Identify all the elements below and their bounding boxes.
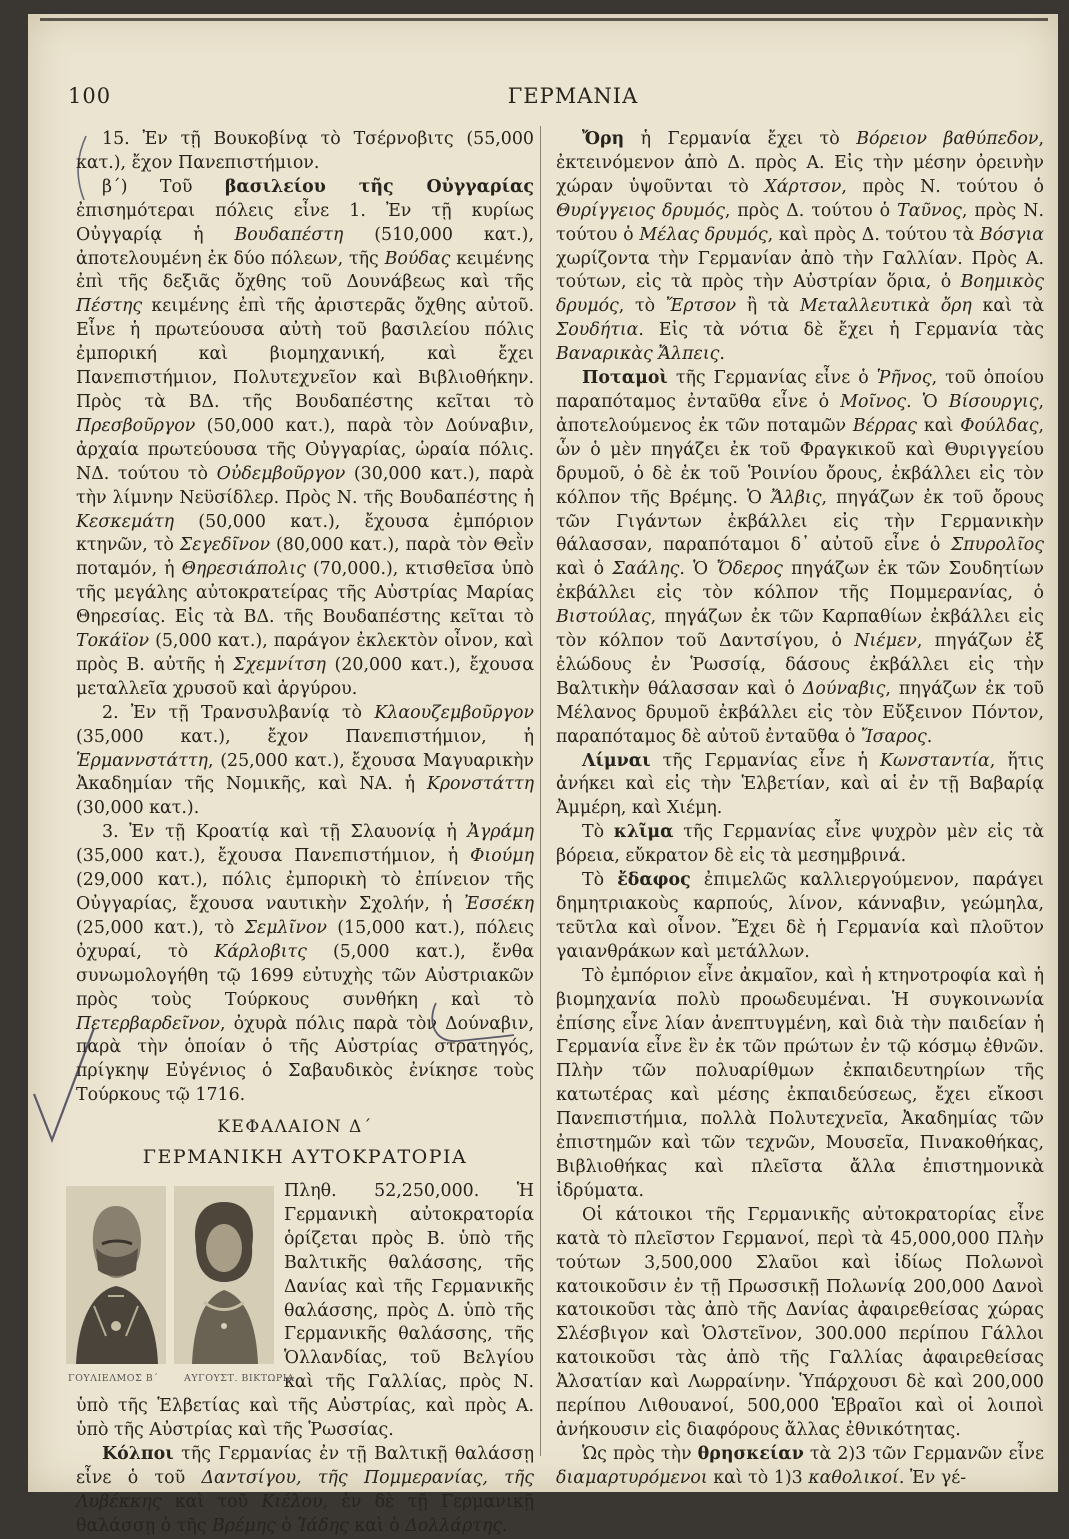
gulfs-heading: Κόλποι	[102, 1443, 174, 1464]
portrait-empress-image	[174, 1186, 274, 1364]
paragraph-gulfs: Κόλποι τῆς Γερμανίας ἐν τῇ Βαλτικῇ θαλάσσῃ εἶνε ὁ τοῦ Δαντσίγου, τῆς Πομμερανίας, τῆς Λυβέκκης καὶ τοῦ Κιέλου, ἐν δὲ τῇ Γερμανικῇ θαλάσσῃ ὁ τῆς Βρέμης ὁ Ἰάδης καὶ ὁ Δολλάρτης.	[76, 1443, 534, 1536]
right-column	[556, 128, 1044, 1491]
page-number: 100	[68, 84, 112, 108]
lakes-heading: Λίμναι	[582, 750, 651, 771]
paragraph-lakes: Λίμναι τῆς Γερμανίας εἶνε ἡ Κωνσταντία, ἥτις ἀνήκει καὶ εἰς τὴν Ἑλβετίαν, καὶ αἱ ἐν τῇ Βαβαρίᾳ Ἀμμέρη, καὶ Χιέμη.	[556, 750, 1045, 819]
caption-empress: ΑΥΓΟΥΣΤ. ΒΙΚΤΩΡΙΑ	[184, 1372, 295, 1384]
top-edge-rule	[40, 18, 1048, 21]
portrait-emperor-image	[66, 1186, 166, 1364]
page-header	[28, 84, 1058, 114]
portrait-engravings	[66, 1180, 295, 1393]
mountains-heading: Ὄρη	[582, 129, 625, 149]
paragraph-bukovina: 15. Ἐν τῇ Βουκοβίνᾳ τὸ Τσέρνοβιτς (55,000 κατ.), ἔχον Πανεπιστήμιον.	[76, 129, 534, 173]
hungary-heading: βασιλείου τῆς Οὐγγαρίας	[224, 176, 534, 197]
paragraph-rivers: Ποταμοὶ τῆς Γερμανίας εἶνε ὁ Ῥῆνος, τοῦ ὁποίου παραπόταμος ἐνταῦθα εἶνε ὁ Μοῖνος. Ὁ Βίσουργις, ἀποτελούμενος ἐκ τῶν ποταμῶν Βέρρας καὶ Φούλδας, ὧν ὁ μὲν πηγάζει ἐκ τοῦ Φραγκικοῦ καὶ Θυριγγείου δρυμοῦ, ὁ δὲ ἐκ τοῦ Ῥοινίου ὄρους, ἐκβάλλει εἰς τὸν κόλπον τῆς Βρέμης. Ὁ Ἄλβις, πηγάζων ἐκ τοῦ ὄρους τῶν Γιγάντων ἐκβάλλει εἰς τὴν Γερμανικὴν θάλασσαν, παραπόταμοι δ᾽ αὐτοῦ εἶνε ὁ Σπυρολῖος καὶ ὁ Σαάλης. Ὁ Ὄδερος πηγάζων ἐκ τῶν Σουδητίων ἐκβάλλει εἰς τὸν κόλπον τῆς Πομμερανίας, ὁ Βιστούλας, πηγάζων ἐκ τῶν Καρπαθίων ἐκβάλλει εἰς τὸν κόλπον τοῦ Δαντσίγου, ὁ Νιέμεν, πηγάζων ἐξ ἑλώδους ἐν Ῥωσσίᾳ, δάσους ἐκβάλλει εἰς τὴν Βαλτικὴν θάλασσαν καὶ ὁ Δούναβις, πηγάζων ἐκ τοῦ Μέλανος δρυμοῦ ἐκβάλλει εἰς τὸν Εὔξεινον Πόντον, παραπόταμος δὲ αὐτοῦ ἐνταῦθα ὁ Ἴσαρος.	[556, 368, 1045, 747]
paragraph-transylvania: 2. Ἐν τῇ Τρανσυλβανίᾳ τὸ Κλαουζεμβοῦργον (35,000 κατ.), ἔχον Πανεπιστήμιον, ἡ Ἑρμαννστάττη, (25,000 κατ.), ἔχουσα Μαγυαρικὴν Ἀκαδημίαν τῆς Νομικῆς, καὶ ΝΑ. ἡ Κρονστάττη (30,000 κατ.).	[76, 702, 534, 819]
paragraph-mountains: Ὄρη ἡ Γερμανία ἔχει τὸ Βόρειον βαθύπεδον, ἐκτεινόμενον ἀπὸ Δ. πρὸς Α. Εἰς τὴν μέσην ὀρεινὴν χώραν ὑψοῦνται τὸ Χάρτσον, πρὸς Ν. τούτου ὁ Θυρίγγειος δρυμός, πρὸς Δ. τούτου ὁ Ταῦνος, πρὸς Ν. τούτου ὁ Μέλας δρυμός, καὶ πρὸς Δ. τούτου τὰ Βόσγια χωρίζοντα τὴν Γερμανίαν ἀπὸ τὴν Γαλλίαν. Πρὸς Α. τούτων, εἰς τὰ πρὸς τὴν Αὐστρίαν ὅρια, ὁ Βοημικὸς δρυμός, τὸ Ἔρτσον ἢ τὰ Μεταλλευτικὰ ὄρη καὶ τὰ Σουδήτια. Εἰς τὰ νότια δὲ ἔχει ἡ Γερμανία τὰς Βαναρικὰς Ἄλπεις.	[556, 129, 1045, 365]
left-column	[68, 128, 535, 1539]
paragraph-commerce: Τὸ ἐμπόριον εἶνε ἀκμαῖον, καὶ ἡ κτηνοτροφία καὶ ἡ βιομηχανία πολὺ προωδευμέναι. Ἡ συγκοινωνία ἐπίσης εἶνε λίαν ἀνεπτυγμένη, καὶ διὰ τὴν παιδείαν ἡ Γερμανία εἶνε ἓν ἐκ τῶν πρώτων ἐν τῷ κόσμῳ ἐθνῶν. Πλὴν τῶν πολυαρίθμων ἐκπαιδευτηρίων τῆς κατωτέρας καὶ μέσης ἐκπαιδεύσεως, ἔχει εἴκοσι Πανεπιστήμια, πολλὰ Πολυτεχνεῖα, Ἀκαδημίας τῶν ἐπιστημῶν καὶ τῶν τεχνῶν, Μουσεῖα, Πινακοθήκας, Βιβλιοθήκας καὶ πλεῖστα ἄλλα ἐπιστημονικὰ ἱδρύματα.	[556, 965, 1044, 1201]
paragraph-soil: Τὸ ἔδαφος ἐπιμελῶς καλλιεργούμενον, παράγει δημητριακοὺς καρπούς, λίνον, κάνναβιν, γεώμηλα, τεῦτλα καὶ οἶνον. Ἔχει δὲ ἡ Γερμανία καὶ πλοῦτον γαιανθράκων καὶ μετάλλων.	[556, 870, 1044, 962]
paragraph-hungary: β´) Τοῦ βασιλείου τῆς Οὐγγαρίας ἐπισημότεραι πόλεις εἶνε 1. Ἐν τῇ κυρίως Οὐγγαρίᾳ ἡ Βουδαπέστη (510,000 κατ.), ἀποτελουμένη ἐκ δύο πόλεων, τῆς Βούδας κειμένης ἐπὶ τῆς δεξιᾶς ὄχθης τοῦ Δουνάβεως καὶ τῆς Πέστης κειμένης ἐπὶ τῆς ἀριστερᾶς ὄχθης αὐτοῦ. Εἶνε ἡ πρωτεύουσα αὐτὴ τοῦ βασιλείου πόλις ἐμπορική καὶ βιομηχανική, καὶ ἔχει Πανεπιστήμιον, Πολυτεχνεῖον καὶ Βιβλιοθήκην. Πρὸς τὰ ΒΔ. τῆς Βουδαπέστης κεῖται τὸ Πρεσβοῦργον (50,000 κατ.), παρὰ τὸν Δούναβιν, ἀρχαία πρωτεύουσα τῆς Οὐγγαρίας, ὡραία πόλις. ΝΔ. τούτου τὸ Οὐδεμβοῦργον (30,000 κατ.), παρὰ τὴν λίμνην Νεϋσίδλερ. Πρὸς Ν. τῆς Βουδαπέστης ἡ Κεσκεμάτη (50,000 κατ.), ἔχουσα ἐμπόριον κτηνῶν, τὸ Σεγεδῖνον (80,000 κατ.), παρὰ τὸν Θεῒν ποταμόν, ἡ Θηρεσιάπολις (70,000.), κτισθεῖσα ὑπὸ τῆς μεγάλης αὐτοκρατείρας τῆς Αὐστρίας Μαρίας Θηρεσίας. Εἰς τὰ ΒΔ. τῆς Βουδαπέστης κεῖται τὸ Τοκάϊον (5,000 κατ.), παράγον ἐκλεκτὸν οἶνον, καὶ πρὸς Β. αὐτῆς ἡ Σχεμνίτση (20,000 κατ.), ἔχουσα μεταλλεῖα χρυσοῦ καὶ ἀργύρου.	[76, 176, 535, 699]
chapter-title: ΓΕΡΜΑΝΙΚΗ ΑΥΤΟΚΡΑΤΟΡΙΑ	[142, 1146, 468, 1169]
rivers-heading: Ποταμοὶ	[582, 368, 668, 389]
paragraph-population: Οἱ κάτοικοι τῆς Γερμανικῆς αὐτοκρατορίας εἶνε κατὰ τὸ πλεῖστον Γερμανοί, περὶ τὰ 45,000,000 Πλὴν τούτων 3,500,000 Σλαῦοι καὶ ἰδίως Πολωνοὶ κατοικοῦσιν ἐν τῇ Πρωσσικῇ Πολωνίᾳ 200,000 Δανοὶ κατοικοῦσι τὰς ἀπὸ τῆς Δανίας ἀφαιρεθείσας χώρας Σλέσβιγον καὶ Ὁλστεῖνον, 300.000 περίπου Γάλλοι κατοικοῦσι τὰς ἀπὸ τῆς Γαλλίας ἀφαιρεθείσας Ἀλσατίαν καὶ Λωρραίνην. Ὑπάρχουσι δὲ καὶ 200,000 περίπου Λιθουανοί, 500,000 Ἑβραῖοι καὶ οἱ λοιποὶ ἀνήκουσιν εἰς διαφόρους ἄλλας ἐθνικότητας.	[556, 1204, 1044, 1440]
running-title: ΓΕΡΜΑΝΙΑ	[507, 84, 639, 108]
caption-emperor: ΓΟΥΛΙΕΛΜΟΣ Β´	[68, 1372, 159, 1384]
chapter-number: ΚΕΦΑΛΑΙΟΝ Δ´	[217, 1117, 373, 1138]
book-page	[28, 14, 1058, 1536]
paragraph-religion: Ὡς πρὸς τὴν θρησκείαν τὰ 2)3 τῶν Γερμανῶν εἶνε διαμαρτυρόμενοι καὶ τὸ 1)3 καθολικοί. Ἐν γέ-	[556, 1443, 1044, 1488]
column-rule	[540, 126, 541, 1456]
paragraph-croatia: 3. Ἐν τῇ Κροατίᾳ καὶ τῇ Σλαυονίᾳ ἡ Ἀγράμη (35,000 κατ.), ἔχουσα Πανεπιστήμιον, ἡ Φιούμη (29,000 κατ.), πόλις ἐμπορικὴ τὸ ἐπίνειον τῆς Οὐγγαρίας, ἔχουσα ναυτικὴν Σχολήν, ἡ Ἐσσέκη (25,000 κατ.), τὸ Σεμλῖνον (15,000 κατ.), πόλεις ὀχυραί, τὸ Κάρλοβιτς (5,000 κατ.), ἔνθα συνωμολογήθη τῷ 1699 εὐτυχὴς τῶν Αὐστριακῶν πρὸς τοὺς Τούρκους συνθήκη καὶ τὸ Πετερβαρδεῖνον, ὀχυρὰ πόλις παρὰ τὸν Δούναβιν, παρὰ τὴν ὁποίαν ὁ τῆς Αὐστρίας στρατηγός, πρίγκηψ Εὐγένιος ὁ Σαβαυδικὸς ἐνίκησε τοὺς Τούρκους τῷ 1716.	[76, 822, 534, 1106]
religion-heading: θρησκείαν	[697, 1443, 804, 1464]
paragraph-climate: Τὸ κλῖμα τῆς Γερμανίας εἶνε ψυχρὸν μὲν εἰς τὰ βόρεια, εὔκρατον δὲ εἰς τὰ μεσημβρινά.	[556, 822, 1044, 867]
paragraph-empire-borders: Πληθ. 52,250,000. Ἡ Γερμανικὴ αὐτοκρατορία ὁρίζεται πρὸς Β. ὑπὸ τῆς Βαλτικῆς θαλάσσης, τῆς Δανίας καὶ τῆς Γερμανικῆς θαλάσσης, πρὸς Δ. ὑπὸ τῆς Γερμανικῆς θαλάσσης, τῆς Ὁλλανδίας, τοῦ Βελγίου καὶ τῆς Γαλλίας, πρὸς Ν. ὑπὸ τῆς Ἑλβετίας καὶ τῆς Αὐστρίας, καὶ πρὸς Α. ὑπὸ τῆς Αὐστρίας καὶ τῆς Ῥωσσίας.	[76, 1180, 534, 1441]
soil-heading: ἔδαφος	[617, 870, 691, 891]
climate-heading: κλῖμα	[613, 822, 674, 843]
